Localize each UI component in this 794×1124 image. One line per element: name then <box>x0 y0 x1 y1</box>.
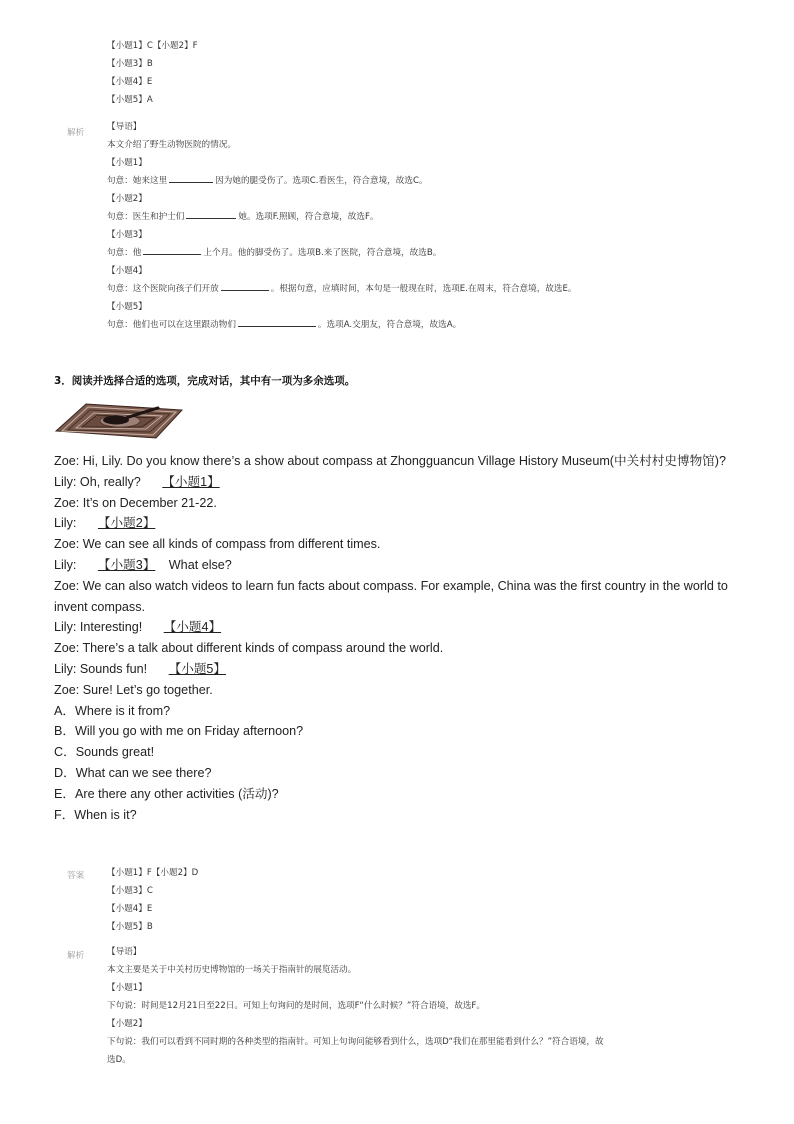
dialogue <box>54 451 744 825</box>
option-f: F．When is it? <box>54 807 137 822</box>
dialogue-line: Zoe: We can also watch videos to learn fun facts about compass. For example, China was the first country in the world to invent compass. <box>54 578 728 614</box>
analysis-label: 解析 <box>67 951 85 961</box>
dialogue-line: Zoe: Hi, Lily. Do you know there’s a show about compass at Zhongguancun Village History Museum(中关村村史博物馆)? <box>54 454 726 468</box>
dialogue-line: Lily: 【小题3】 What else? <box>54 555 744 576</box>
option-a: A．Where is it from? <box>54 703 171 718</box>
answer-line: 【小题4】E <box>107 904 153 914</box>
option-e: E．Are there any other activities (活动)? <box>54 786 279 801</box>
blank-q2[interactable]: 【小题2】 <box>97 516 156 531</box>
analysis-intro: 本文介绍了野生动物医院的情况。 <box>107 140 236 150</box>
answer-line: 【小题1】C【小题2】F <box>107 41 198 51</box>
analysis-q1-text: 下句说：时间是12月21日至22日。可知上句询问的是时间，选项F“什么时候？”符合语境，故选F。 <box>107 1001 485 1011</box>
analysis-intro: 本文主要是关于中关村历史博物馆的一场关于指南针的展览活动。 <box>107 965 357 975</box>
compass-icon <box>54 398 184 440</box>
analysis-q2-text: 句意：医生和护士们 她。选项F.照顾，符合意境，故选F。 <box>107 208 379 226</box>
answer-line: 【小题5】B <box>107 922 153 932</box>
answer-label: 答案 <box>67 871 85 881</box>
analysis-q1-title: 【小题1】 <box>107 983 147 993</box>
analysis-q4-title: 【小题4】 <box>107 266 147 276</box>
dialogue-line: Zoe: Sure! Let’s go together. <box>54 682 213 697</box>
question-heading: 3．阅读并选择合适的选项，完成对话，其中有一项为多余选项。 <box>54 375 356 387</box>
analysis-label: 解析 <box>67 128 85 138</box>
dialogue-line: Zoe: It’s on December 21-22. <box>54 495 217 510</box>
answer-line: 【小题1】F【小题2】D <box>107 868 199 878</box>
answer-line: 【小题3】B <box>107 59 153 69</box>
answer-line: 【小题3】C <box>107 886 153 896</box>
blank-q4[interactable]: 【小题4】 <box>163 620 222 635</box>
answer-line: 【小题5】A <box>107 95 153 105</box>
analysis-q3-title: 【小题3】 <box>107 230 147 240</box>
dialogue-line: Lily: Interesting! 【小题4】 <box>54 617 744 638</box>
analysis-q5-title: 【小题5】 <box>107 302 147 312</box>
dialogue-line: Lily: 【小题2】 <box>54 513 744 534</box>
blank-q5[interactable]: 【小题5】 <box>168 661 227 676</box>
analysis-q1-title: 【小题1】 <box>107 158 147 168</box>
analysis-q4-text: 句意：这个医院向孩子们开放 。根据句意，应填时间，本句是一般现在时，选项E.在周末，符合意境，故选E。 <box>107 280 577 298</box>
option-d: D．What can we see there? <box>54 765 212 780</box>
analysis-q2-title: 【小题2】 <box>107 1019 147 1029</box>
analysis-guide: 【导语】 <box>107 947 142 957</box>
analysis-guide: 【导语】 <box>107 122 142 132</box>
answer-line: 【小题4】E <box>107 77 153 87</box>
dialogue-line: Lily: Sounds fun! 【小题5】 <box>54 659 744 680</box>
analysis-q1-text: 句意：她来这里 因为她的腿受伤了。选项C.看医生，符合意境，故选C。 <box>107 172 428 190</box>
blank-q3[interactable]: 【小题3】 <box>97 557 156 572</box>
dialogue-line: Lily: Oh, really? 【小题1】 <box>54 472 744 493</box>
analysis-q2-text-cont: 选D。 <box>107 1055 131 1065</box>
dialogue-line: Zoe: We can see all kinds of compass from different times. <box>54 537 381 552</box>
analysis-q3-text: 句意：他 上个月。他的脚受伤了。选项B.来了医院，符合意境，故选B。 <box>107 244 441 262</box>
blank-q1[interactable]: 【小题1】 <box>162 474 220 489</box>
option-b: B．Will you go with me on Friday afternoon? <box>54 724 304 739</box>
analysis-q5-text: 句意：他们也可以在这里跟动物们 。选项A.交朋友，符合意境，故选A。 <box>107 316 461 334</box>
analysis-q2-text: 下句说：我们可以看到不同时期的各种类型的指南针。可知上句询问能够看到什么，选项D“我们在那里能看到什么？”符合语境，故 <box>107 1037 604 1047</box>
option-c: C．Sounds great! <box>54 745 155 760</box>
analysis-q2-title: 【小题2】 <box>107 194 147 204</box>
dialogue-line: Zoe: There’s a talk about different kinds of compass around the world. <box>54 641 444 656</box>
